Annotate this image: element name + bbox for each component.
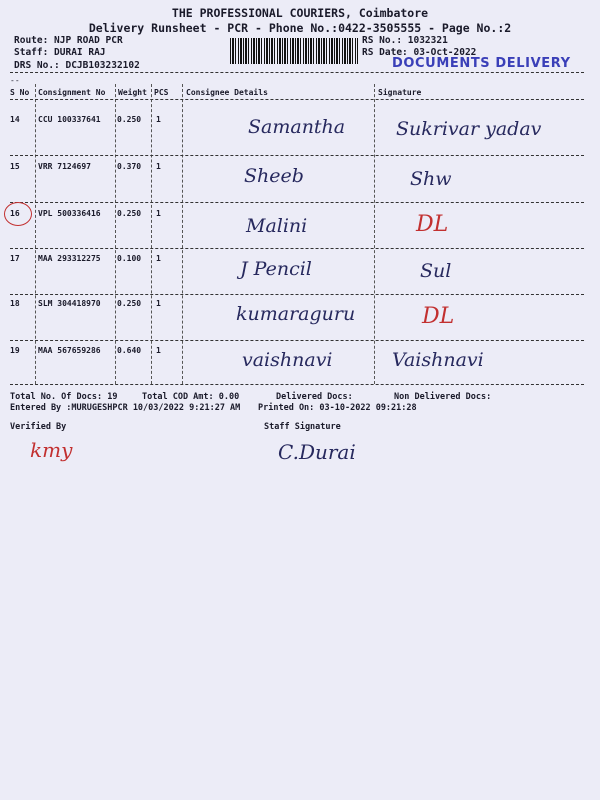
entered-by: Entered By :MURUGESHPCR 10/03/2022 9:21:27 AM — [10, 403, 241, 413]
staff-label: Staff: DURAI RAJ — [14, 47, 106, 58]
row-pcs: 1 — [156, 299, 161, 308]
row-sno: 14 — [10, 115, 20, 124]
row-pcs: 1 — [156, 254, 161, 263]
row-consignment: VPL 500336416 — [38, 209, 101, 218]
consignee-handwritten: Samantha — [248, 116, 346, 138]
row-divider — [10, 340, 584, 341]
row-sno: 16 — [10, 209, 20, 218]
delivered-docs: Delivered Docs: — [276, 392, 353, 402]
route-label: Route: NJP ROAD PCR — [14, 35, 123, 46]
signature-handwritten: Vaishnavi — [392, 349, 484, 371]
row-divider — [10, 155, 584, 156]
row-weight: 0.100 — [117, 254, 142, 263]
printed-on: Printed On: 03-10-2022 09:21:28 — [258, 403, 417, 413]
col-sep — [151, 84, 152, 384]
row-consignment: SLM 304418970 — [38, 299, 101, 308]
row-sno: 17 — [10, 254, 20, 263]
total-cod: Total COD Amt: 0.00 — [142, 392, 240, 402]
row-weight: 0.370 — [117, 162, 142, 171]
rs-number: RS No.: 1032321 — [362, 35, 448, 46]
col-weight: Weight — [118, 88, 147, 97]
row-consignment: VRR 7124697 — [38, 162, 91, 171]
header-divider — [10, 72, 584, 73]
col-sep — [182, 84, 183, 384]
non-delivered-docs: Non Delivered Docs: — [394, 392, 492, 402]
row-pcs: 1 — [156, 346, 161, 355]
col-consignment: Consignment No — [38, 88, 106, 97]
dash-mark: -- — [10, 76, 20, 85]
row-weight: 0.250 — [117, 115, 142, 124]
signature-handwritten: Sukrivar yadav — [396, 118, 542, 140]
signature-handwritten: DL — [422, 304, 455, 329]
signature-handwritten: Sul — [420, 260, 452, 282]
row-consignment: CCU 100337641 — [38, 115, 101, 124]
row-pcs: 1 — [156, 209, 161, 218]
consignee-handwritten: kumaraguru — [236, 303, 356, 325]
consignee-handwritten: Malini — [246, 215, 308, 237]
col-sno: S No — [10, 88, 30, 97]
drs-number: DRS No.: DCJB103232102 — [14, 60, 140, 71]
row-divider — [10, 248, 584, 249]
row-weight: 0.640 — [117, 346, 142, 355]
row-sno: 18 — [10, 299, 20, 308]
col-sep — [115, 84, 116, 384]
row-sno: 15 — [10, 162, 20, 171]
runsheet-title: Delivery Runsheet - PCR - Phone No.:0422-3505555 - Page No.:2 — [88, 21, 512, 35]
row-pcs: 1 — [156, 115, 161, 124]
col-consignee: Consignee Details — [186, 88, 268, 97]
rs-date: RS Date: 03-Oct-2022 — [362, 47, 477, 58]
barcode — [230, 38, 358, 64]
signature-handwritten: DL — [416, 212, 449, 237]
row-pcs: 1 — [156, 162, 161, 171]
table-header-divider — [10, 99, 584, 100]
staff-signature-label: Staff Signature — [264, 422, 341, 432]
verified-signature: kmy — [30, 438, 73, 462]
row-consignment: MAA 567659286 — [38, 346, 101, 355]
col-pcs: PCS — [154, 88, 169, 97]
row-weight: 0.250 — [117, 299, 142, 308]
row-divider — [10, 202, 584, 203]
row-weight: 0.250 — [117, 209, 142, 218]
col-signature: Signature — [378, 88, 422, 97]
col-sep — [374, 84, 375, 384]
row-divider — [10, 294, 584, 295]
consignee-handwritten: Sheeb — [244, 165, 304, 187]
row-consignment: MAA 293312275 — [38, 254, 101, 263]
col-sep — [35, 84, 36, 384]
row-sno: 19 — [10, 346, 20, 355]
table-bottom-divider — [10, 384, 584, 385]
staff-handwritten-signature: C.Durai — [278, 440, 356, 464]
verified-by-label: Verified By — [10, 422, 67, 432]
documents-delivery-stamp: DOCUMENTS DELIVERY — [392, 56, 571, 71]
total-docs: Total No. Of Docs: 19 — [10, 392, 118, 402]
company-title: THE PROFESSIONAL COURIERS, Coimbatore — [171, 6, 429, 20]
signature-handwritten: Shw — [410, 168, 452, 190]
consignee-handwritten: J Pencil — [240, 258, 312, 280]
consignee-handwritten: vaishnavi — [242, 349, 333, 371]
